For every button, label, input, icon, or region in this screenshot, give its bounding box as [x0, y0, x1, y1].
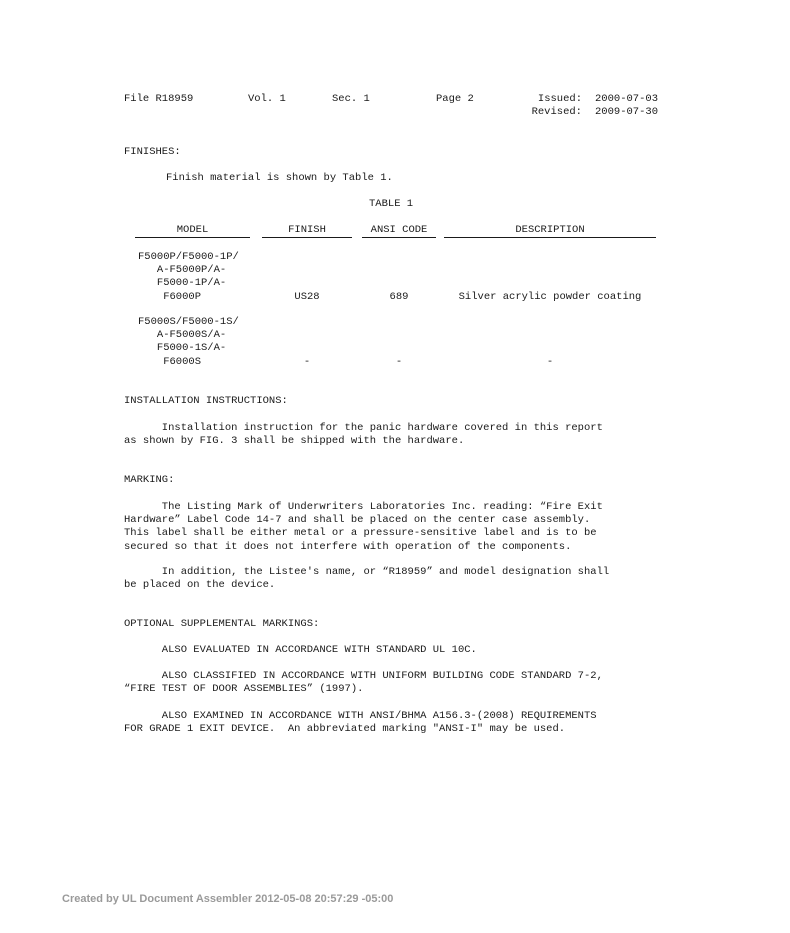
installation-text: Installation instruction for the panic hardware covered in this report as shown by FIG. 3 shall be shipped with the hardware. [124, 422, 603, 448]
marking-paragraph-2: In addition, the Listee's name, or “R18959” and model designation shall be placed on the device. [124, 566, 610, 592]
file-number: File R18959 [124, 93, 194, 105]
table-header-rule-ansi [362, 237, 436, 238]
issued-date: 2000-07-03 [595, 93, 659, 105]
table-row-1-ansi-code: 689 [389, 291, 409, 303]
table-row-1-description: Silver acrylic powder coating [458, 291, 642, 303]
table-row-2-model: F5000S/F5000-1S/ A-F5000S/A- F5000-1S/A- F6000S [138, 316, 239, 368]
revised-date: 2009-07-30 [595, 106, 659, 118]
table-row-1-finish: US28 [294, 291, 320, 303]
optional-markings-paragraph-3: ALSO EXAMINED IN ACCORDANCE WITH ANSI/BHMA A156.3-(2008) REQUIREMENTS FOR GRADE 1 EXIT DEVICE. An abbreviated marking "ANSI-I" may be used. [124, 710, 597, 736]
page-number: Page 2 [436, 93, 474, 105]
document-footer: Created by UL Document Assembler 2012-05-08 20:57:29 -05:00 [62, 893, 394, 905]
marking-heading: MARKING: [124, 474, 175, 486]
volume-number: Vol. 1 [248, 93, 286, 105]
table-header-finish: FINISH [288, 224, 326, 236]
finishes-heading: FINISHES: [124, 146, 181, 158]
table-header-model: MODEL [176, 224, 209, 236]
optional-markings-heading: OPTIONAL SUPPLEMENTAL MARKINGS: [124, 618, 320, 630]
finishes-intro: Finish material is shown by Table 1. [166, 172, 393, 184]
optional-markings-paragraph-2: ALSO CLASSIFIED IN ACCORDANCE WITH UNIFORM BUILDING CODE STANDARD 7-2, “FIRE TEST OF DOOR ASSEMBLIES” (1997). [124, 670, 603, 696]
table-row-2-description: - [546, 356, 554, 368]
installation-heading: INSTALLATION INSTRUCTIONS: [124, 395, 288, 407]
table-row-2-finish: - [303, 356, 311, 368]
section-number: Sec. 1 [332, 93, 370, 105]
table-row-1-model: F5000P/F5000-1P/ A-F5000P/A- F5000-1P/A- F6000P [138, 251, 239, 303]
optional-markings-paragraph-1: ALSO EVALUATED IN ACCORDANCE WITH STANDARD UL 10C. [124, 644, 477, 656]
table-title: TABLE 1 [369, 198, 414, 210]
table-header-description: DESCRIPTION [515, 224, 585, 236]
table-header-ansi-code: ANSI CODE [370, 224, 428, 236]
marking-paragraph-1: The Listing Mark of Underwriters Laboratories Inc. reading: “Fire Exit Hardware” Label Code 14-7 and shall be placed on the center case assembly. This label shall be either metal or a pressure-sensitive label and is to be secured so that it does not interfere with operation of the components. [124, 501, 603, 553]
table-header-rule-finish [262, 237, 352, 238]
revised-label: Revised: [531, 106, 582, 118]
table-header-rule-model [135, 237, 250, 238]
issued-label: Issued: [537, 93, 582, 105]
table-row-2-ansi-code: - [395, 356, 403, 368]
table-header-rule-description [444, 237, 656, 238]
